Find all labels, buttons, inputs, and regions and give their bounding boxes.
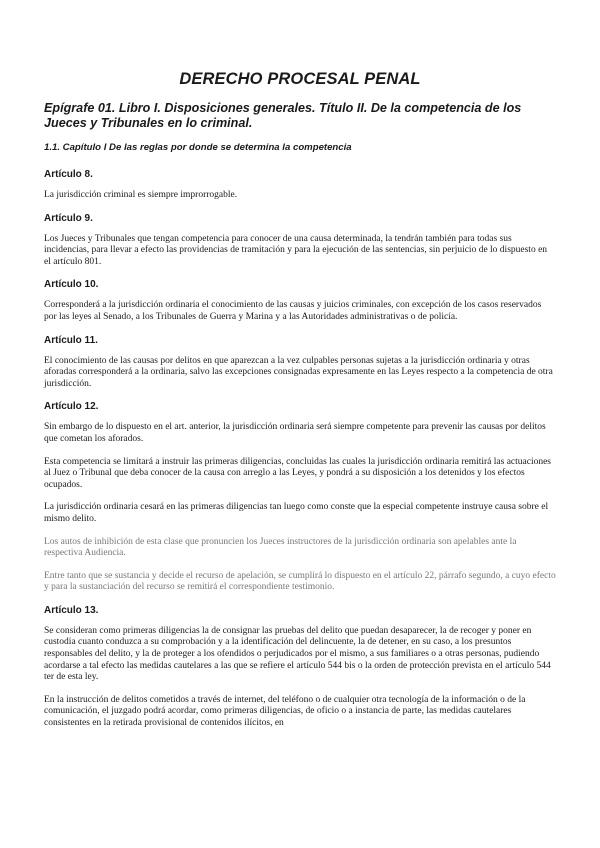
article-paragraph: Corresponderá a la jurisdicción ordinaria el conocimiento de las causas y juicios criminales, con excepción de los casos reservados por las leyes al Senado, a los Tribunales de Guerra y Marina y a las Autoridades administrativas o de policía. xyxy=(44,300,542,322)
document-title: DERECHO PROCESAL PENAL xyxy=(179,70,421,88)
chapter-heading: 1.1. Capítulo I De las reglas por donde se determina la competencia xyxy=(44,142,352,153)
article-paragraph: El conocimiento de las causas por delitos en que aparezcan a la vez culpables personas sujetas a la jurisdicción ordinaria y otras aforadas corresponderá a la ordinaria, salvo las excepciones consignadas expresamente en las Leyes respecto a la competencia de otra jurisdicción. xyxy=(44,355,553,389)
article-10 xyxy=(44,279,556,323)
article-paragraph: En la instrucción de delitos cometidos a través de internet, del teléfono o de cualquier otra tecnología de la información o de la comunicación, el juzgado podrá acordar, como primeras diligencias, de oficio o a instancia de parte, las medidas cautelares consistentes en la retirada provisional de contenidos ilícitos, en xyxy=(44,694,526,729)
article-paragraph: Esta competencia se limitará a instruir las primeras diligencias, concluidas las cuales la jurisdicción ordinaria remitirá las actuaciones al Juez o Tribunal que deba conocer de la causa con arreglo a las Leyes, y pondrá a su disposición a los detenidos y los efectos ocupados. xyxy=(44,456,552,490)
article-heading: Artículo 9. xyxy=(44,212,93,224)
article-paragraph-muted: Entre tanto que se sustancia y decide el recurso de apelación, se cumplirá lo dispuesto en el artículo 22, párrafo segundo, a cuyo efecto y para la sustanciación del recurso se remitirá el correspondiente testimonio. xyxy=(44,570,556,593)
section-heading: Epígrafe 01. Libro I. Disposiciones generales. Título II. De la competencia de los Jueces y Tribunales en lo criminal. xyxy=(44,101,522,130)
article-9 xyxy=(44,213,556,269)
article-paragraph: La jurisdicción ordinaria cesará en las primeras diligencias tan luego como conste que la especial competente instruye causa sobre el mismo delito. xyxy=(44,502,549,524)
article-heading: Artículo 10. xyxy=(44,279,99,291)
article-heading: Artículo 11. xyxy=(44,334,98,346)
article-13 xyxy=(44,605,556,730)
article-12 xyxy=(44,401,556,594)
article-paragraph: Sin embargo de lo dispuesto en el art. anterior, la jurisdicción ordinaria será siempre competente para prevenir las causas por delitos que cometan los aforados. xyxy=(44,422,546,444)
article-11 xyxy=(44,335,556,391)
article-heading: Artículo 13. xyxy=(44,604,99,616)
article-paragraph-muted: Los autos de inhibición de esta clase que pronuncien los Jueces instructores de la jurisdicción ordinaria son apelables ante la respectiva Audiencia. xyxy=(44,536,517,559)
article-paragraph: Se consideran como primeras diligencias la de consignar las pruebas del delito que puedan desaparecer, la de recoger y poner en custodia cuanto conduzca a su comprobación y a la identificación del delincuente, la de detener, en su caso, a los presuntos responsables del delito, y la de proteger a los ofendidos o perjudicados por el mismo, a sus familiares o a otras personas, pudiendo acordarse a tal efecto las medidas cautelares a las que se refiere el artículo 544 bis o la orden de protección prevista en el artículo 544 ter de esta ley. xyxy=(44,625,551,683)
article-paragraph: La jurisdicción criminal es siempre improrrogable. xyxy=(44,190,238,200)
article-heading: Artículo 8. xyxy=(44,169,93,180)
article-8 xyxy=(44,169,556,202)
article-heading: Artículo 12. xyxy=(44,401,99,413)
article-paragraph: Los Jueces y Tribunales que tengan competencia para conocer de una causa determinada, la tendrán también para todas sus incidencias, para llevar a efecto las providencias de tramitación y para la ejecución de las sentencias, sin perjuicio de lo dispuesto en el artículo 801. xyxy=(44,233,548,267)
